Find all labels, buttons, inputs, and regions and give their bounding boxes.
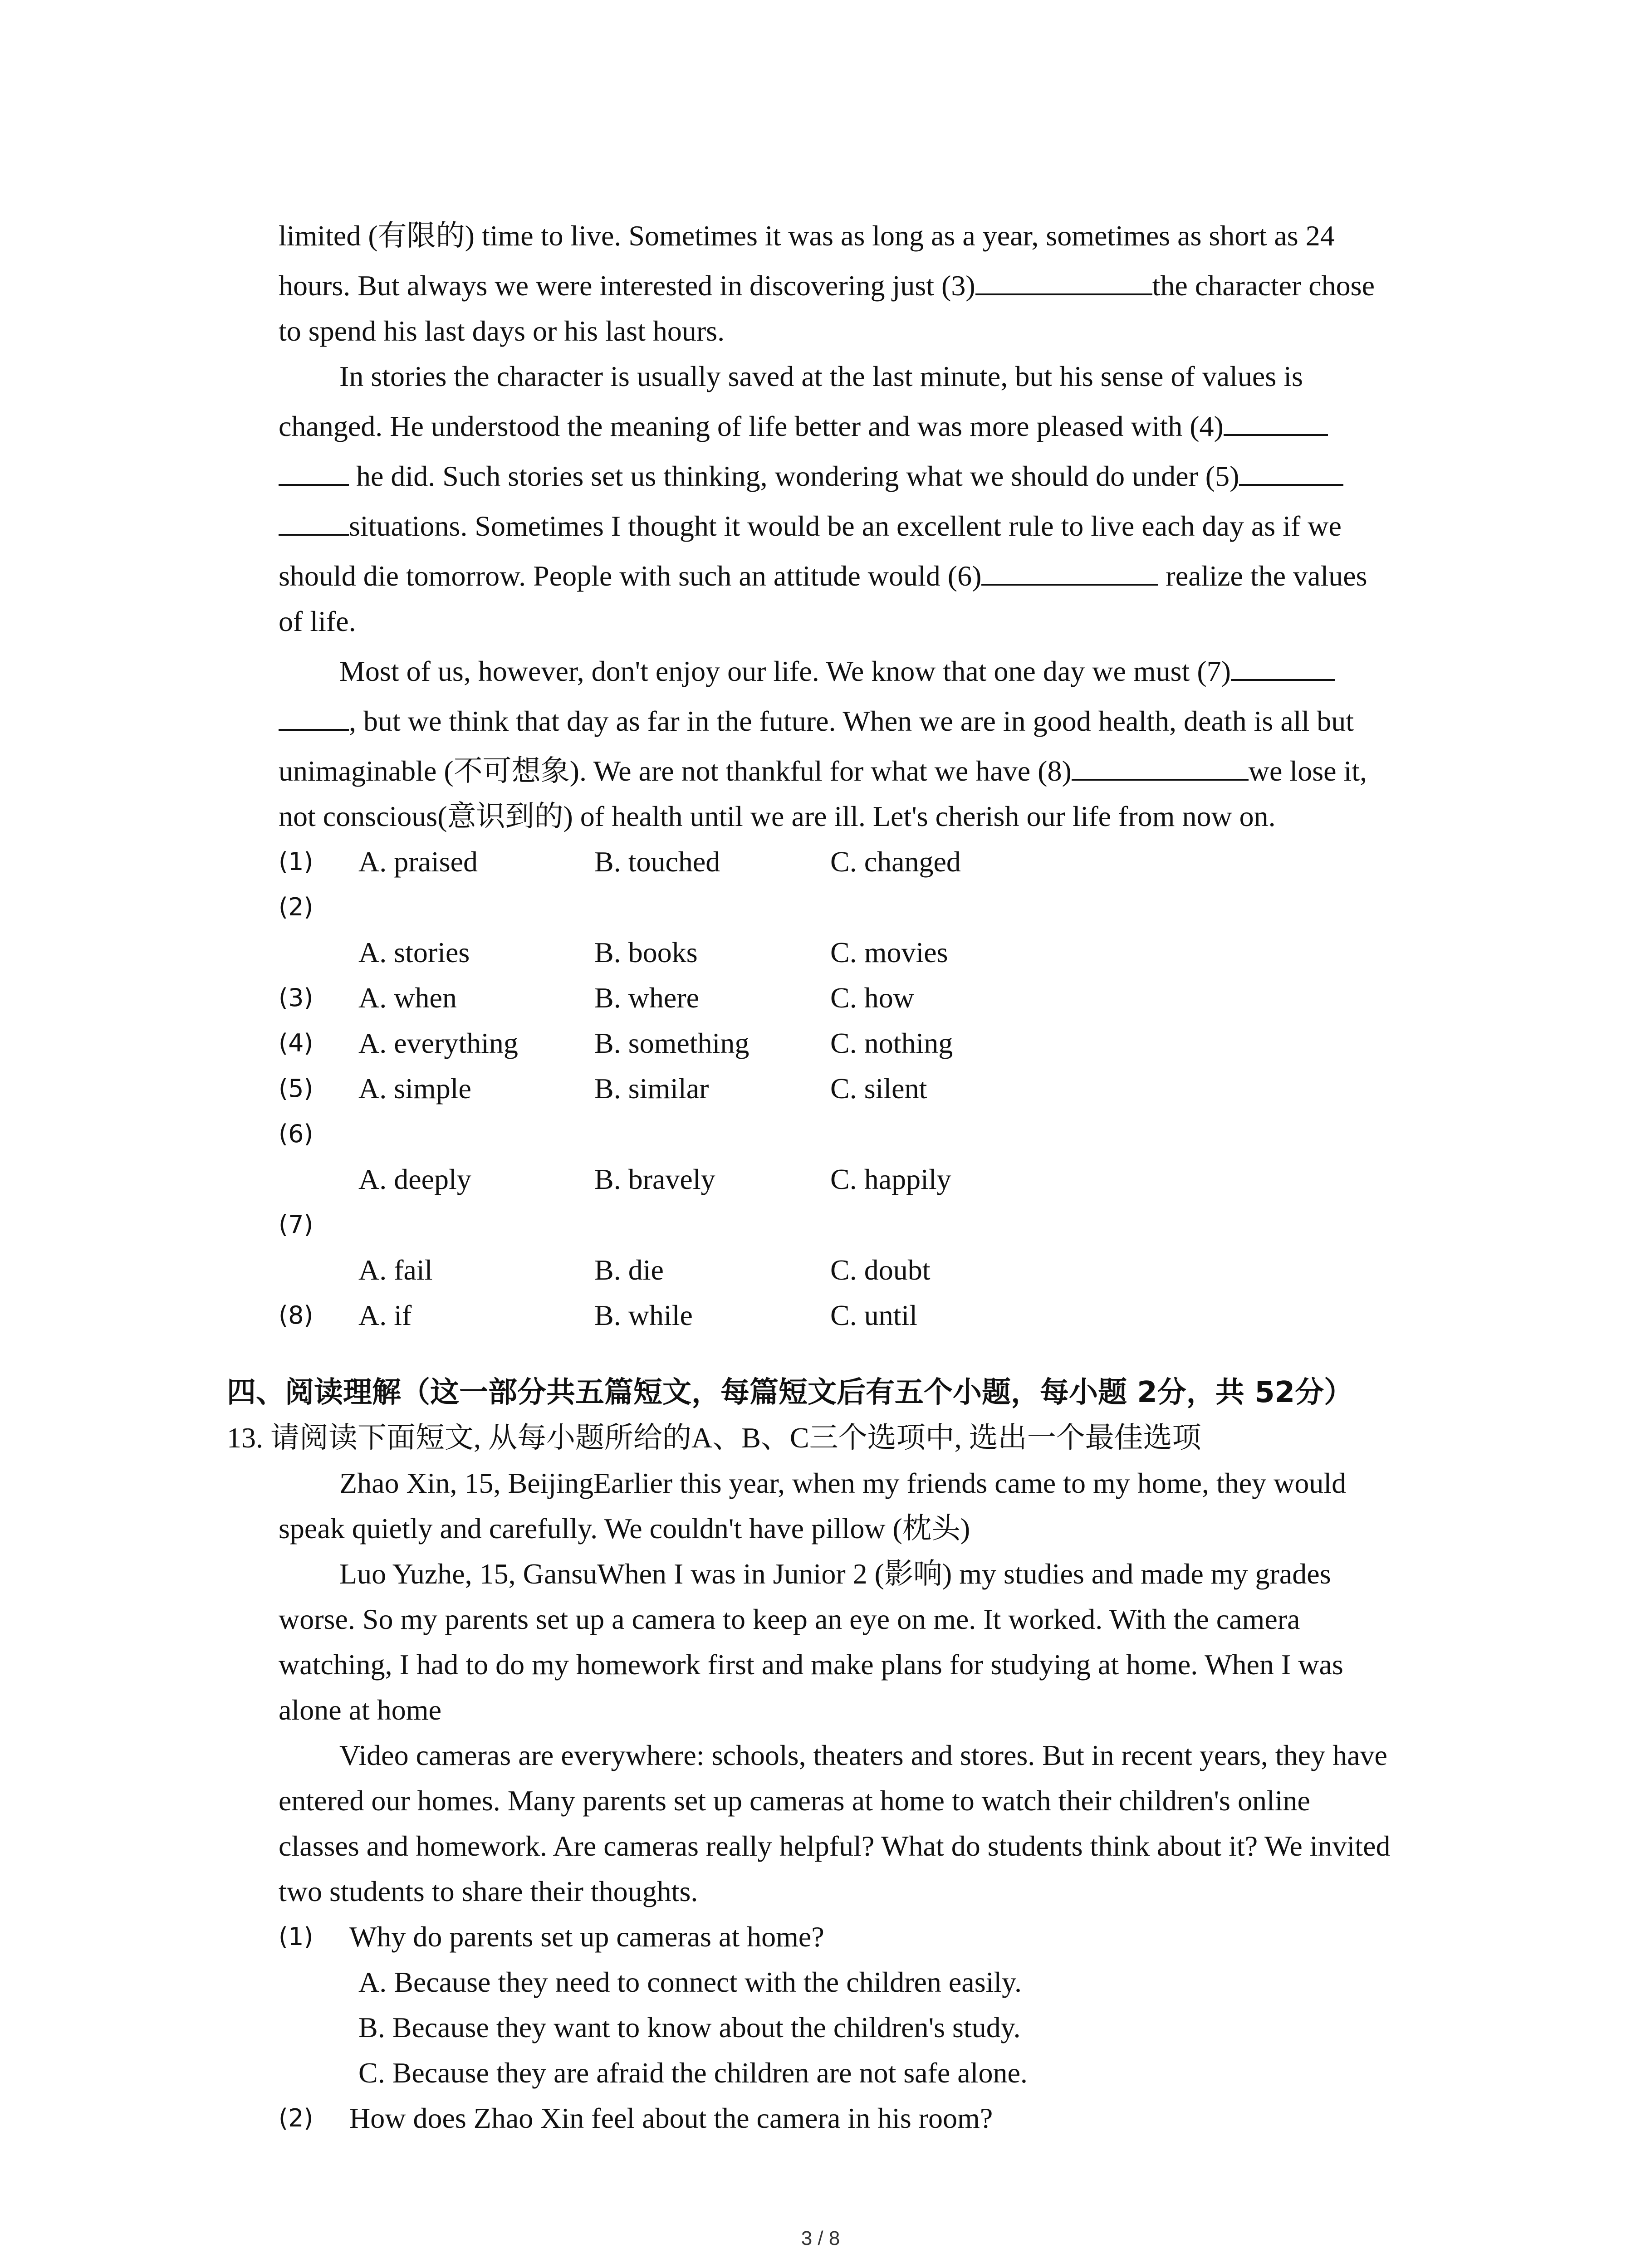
option-c: C. silent [830, 1072, 927, 1105]
answer-blank-7-cont [279, 704, 349, 731]
option-c: C. nothing [830, 1027, 953, 1059]
reading-line: speak quietly and carefully. We couldn't have pillow (枕头) [279, 1512, 970, 1545]
option-number: (4) [279, 1029, 314, 1057]
reading-line: watching, I had to do my homework first and make plans for studying at home. When I was [279, 1648, 1343, 1681]
option-a: A. praised [358, 846, 478, 878]
option-c: C. doubt [830, 1254, 931, 1286]
answer-blank-8 [1072, 753, 1249, 781]
passage-line: In stories the character is usually saved at the last minute, but his sense of values is [339, 360, 1303, 392]
option-c: C. movies [830, 936, 948, 968]
option-b: B. while [594, 1299, 693, 1331]
option-b: B. books [594, 936, 698, 968]
reading-line: Video cameras are everywhere: schools, theaters and stores. But in recent years, they have [339, 1739, 1387, 1771]
passage-line: changed. He understood the meaning of life better and was more pleased with (4) [279, 408, 1458, 445]
option-c: C. happily [830, 1163, 951, 1195]
option-number: (7) [279, 1210, 314, 1239]
option-b: B. similar [594, 1072, 709, 1105]
passage-line: Most of us, however, don't enjoy our life. We know that one day we must (7) [339, 653, 1519, 689]
answer-blank-7 [1231, 654, 1335, 681]
option-number: (6) [279, 1119, 314, 1148]
option-c: C. until [830, 1299, 918, 1331]
option-c: C. changed [830, 846, 961, 878]
answer-blank-3 [975, 268, 1152, 295]
passage-line: to spend his last days or his last hours. [279, 315, 725, 347]
passage-line: hours. But always we were interested in discovering just (3) the character chose [279, 268, 1458, 304]
option-a: A. everything [358, 1027, 518, 1059]
passage-line: unimaginable (不可想象). We are not thankful for what we have (8) we lose it, [279, 753, 1458, 789]
reading-line: alone at home [279, 1694, 441, 1726]
answer-blank-5-cont [279, 508, 349, 536]
option-b: B. bravely [594, 1163, 715, 1195]
section-title: 四、阅读理解（这一部分共五篇短文，每篇短文后有五个小题，每小题 2分，共 52分） [227, 1376, 1353, 1409]
option-number: (8) [279, 1301, 314, 1330]
question-number: (2) [279, 2104, 314, 2132]
option-b: B. touched [594, 846, 720, 878]
option-a: A. if [358, 1299, 412, 1331]
reading-line: classes and homework. Are cameras really helpful? What do students think about it? We invited [279, 1830, 1391, 1862]
question-option-a: A. Because they need to connect with the children easily. [358, 1966, 1022, 1998]
passage-line: , but we think that day as far in the future. When we are in good health, death is all but [279, 703, 1458, 739]
question-13-instruction: 13. 请阅读下面短文, 从每小题所给的A、B、C三个选项中, 选出一个最佳选项 [227, 1422, 1201, 1454]
passage-line: limited (有限的) time to live. Sometimes it was as long as a year, sometimes as short as 24 [279, 220, 1335, 252]
option-number: (1) [279, 847, 314, 876]
question-text: Why do parents set up cameras at home? [349, 1921, 824, 1953]
question-option-c: C. Because they are afraid the children are not safe alone. [358, 2057, 1028, 2089]
page-number: 3 / 8 [801, 2227, 840, 2249]
answer-blank-4-cont [279, 459, 349, 486]
reading-line: entered our homes. Many parents set up cameras at home to watch their children's online [279, 1784, 1310, 1817]
passage-line: should die tomorrow. People with such an attitude would (6) realize the values [279, 558, 1458, 594]
question-number: (1) [279, 1922, 314, 1951]
option-b: B. something [594, 1027, 749, 1059]
option-number: (5) [279, 1074, 314, 1103]
reading-line: two students to share their thoughts. [279, 1875, 698, 1907]
option-b: B. die [594, 1254, 664, 1286]
option-b: B. where [594, 982, 700, 1014]
passage-line: of life. [279, 605, 356, 637]
passage-line: situations. Sometimes I thought it would be an excellent rule to live each day as if we [279, 508, 1458, 544]
reading-line: Zhao Xin, 15, BeijingEarlier this year, when my friends came to my home, they would [339, 1467, 1347, 1499]
option-a: A. stories [358, 936, 470, 968]
option-c: C. how [830, 982, 914, 1014]
passage-line: not conscious(意识到的) of health until we are ill. Let's cherish our life from now on. [279, 800, 1276, 832]
option-a: A. when [358, 982, 457, 1014]
answer-blank-4 [1224, 409, 1328, 436]
option-a: A. fail [358, 1254, 433, 1286]
option-number: (2) [279, 893, 314, 921]
answer-blank-5 [1239, 459, 1343, 486]
option-a: A. deeply [358, 1163, 471, 1195]
option-a: A. simple [358, 1072, 471, 1105]
reading-line: Luo Yuzhe, 15, GansuWhen I was in Junior 2 (影响) my studies and made my grades [339, 1558, 1331, 1590]
reading-line: worse. So my parents set up a camera to keep an eye on me. It worked. With the camera [279, 1603, 1300, 1635]
option-number: (3) [279, 983, 314, 1012]
answer-blank-6 [981, 558, 1158, 586]
question-text: How does Zhao Xin feel about the camera in his room? [349, 2102, 993, 2134]
question-option-b: B. Because they want to know about the children's study. [358, 2011, 1021, 2043]
passage-line: he did. Such stories set us thinking, wondering what we should do under (5) [279, 458, 1458, 494]
